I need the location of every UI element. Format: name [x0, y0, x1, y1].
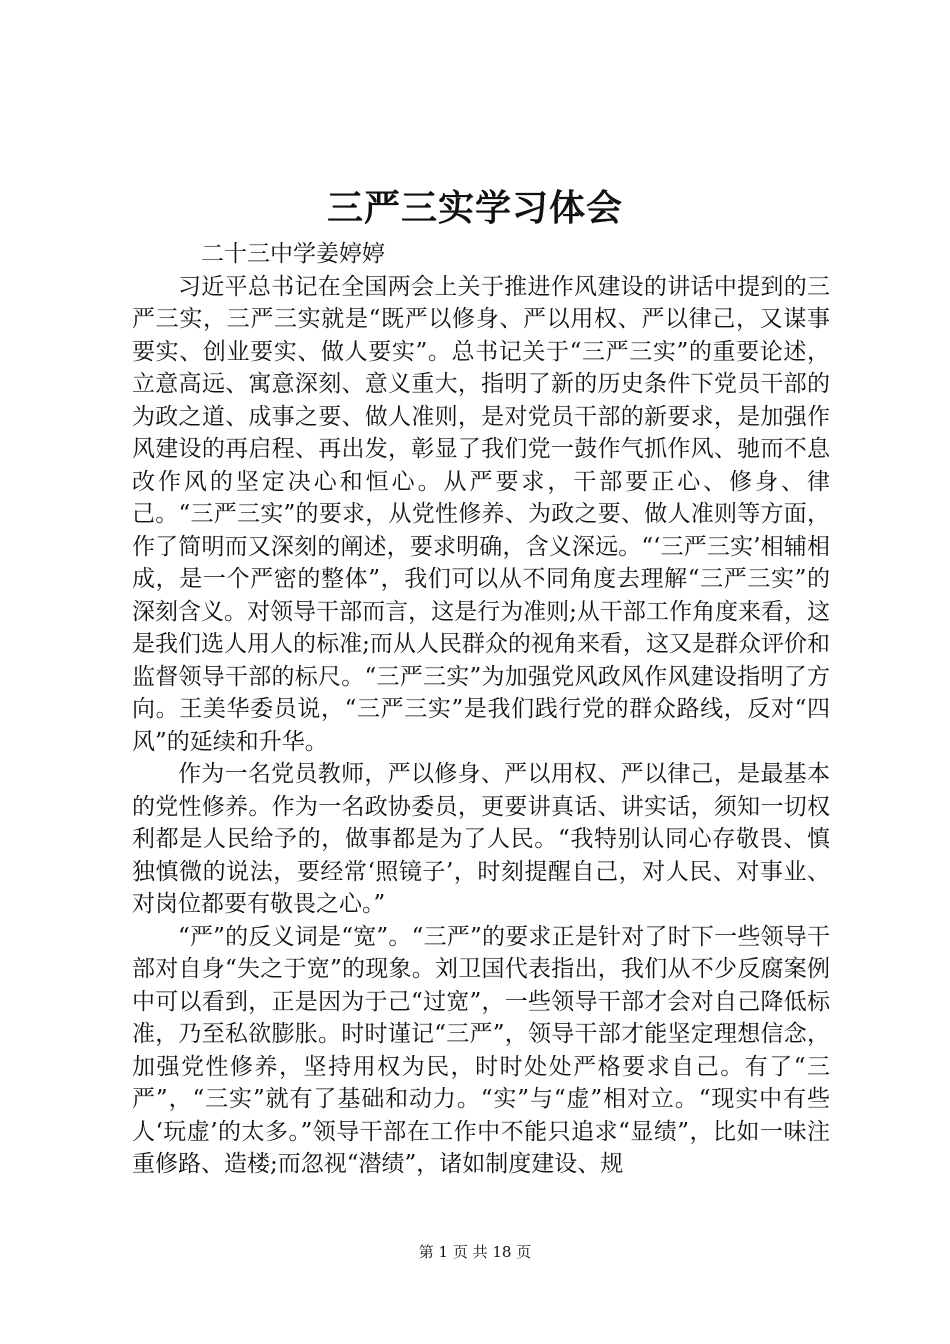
paragraph: 作为一名党员教师，严以修身、严以用权、严以律己，是最基本的党性修养。作为一名政协委员，更要讲真话、讲实话，须知一切权利都是人民给予的，做事都是为了人民。“我特别认同心存敬畏、慎独慎微的说法，要经常‘照镜子’，时刻提醒自己，对人民、对事业、对岗位都要有敬畏之心。”: [132, 761, 830, 917]
author-line: 二十三中学姜婷婷: [201, 241, 385, 267]
page-number-footer: 第 1 页 共 18 页: [418, 1243, 532, 1261]
paragraph: 习近平总书记在全国两会上关于推进作风建设的讲话中提到的三严三实，三严三实就是“既严以修身、严以用权、严以律己，又谋事要实、创业要实、做人要实”。总书记关于“三严三实”的重要论述，立意高远、寓意深刻、意义重大，指明了新的历史条件下党员干部的为政之道、成事之要、做人准则，是对党员干部的新要求，是加强作风建设的再启程、再出发，彰显了我们党一鼓作气抓作风、驰而不息改作风的坚定决心和恒心。从严要求，干部要正心、修身、律己。“三严三实”的要求，从党性修养、为政之要、做人准则等方面，作了简明而又深刻的阐述，要求明确，含义深远。“‘三严三实’相辅相成，是一个严密的整体”，我们可以从不同角度去理解“三严三实”的深刻含义。对领导干部而言，这是行为准则;从干部工作角度来看，这是我们选人用人的标准;而从人民群众的视角来看，这又是群众评价和监督领导干部的标尺。“三严三实”为加强党风政风作风建设指明了方向。王美华委员说，“三严三实”是我们践行党的群众路线，反对“四风”的延续和升华。: [132, 273, 830, 755]
paragraph: “严”的反义词是“宽”。“三严”的要求正是针对了时下一些领导干部对自身“失之于宽”的现象。刘卫国代表指出，我们从不少反腐案例中可以看到，正是因为于己“过宽”，一些领导干部才会对自己降低标准，乃至私欲膨胀。时时谨记“三严”，领导干部才能坚定理想信念，加强党性修养，坚持用权为民，时时处处严格要求自己。有了“三严”，“三实”就有了基础和动力。“实”与“虚”相对立。“现实中有些人‘玩虚’的太多。”领导干部在工作中不能只追求“显绩”，比如一味注重修路、造楼;而忽视“潜绩”，诸如制度建设、规: [132, 923, 830, 1177]
document-body: [132, 238, 830, 1181]
document-title: 三严三实学习体会: [326, 187, 623, 229]
